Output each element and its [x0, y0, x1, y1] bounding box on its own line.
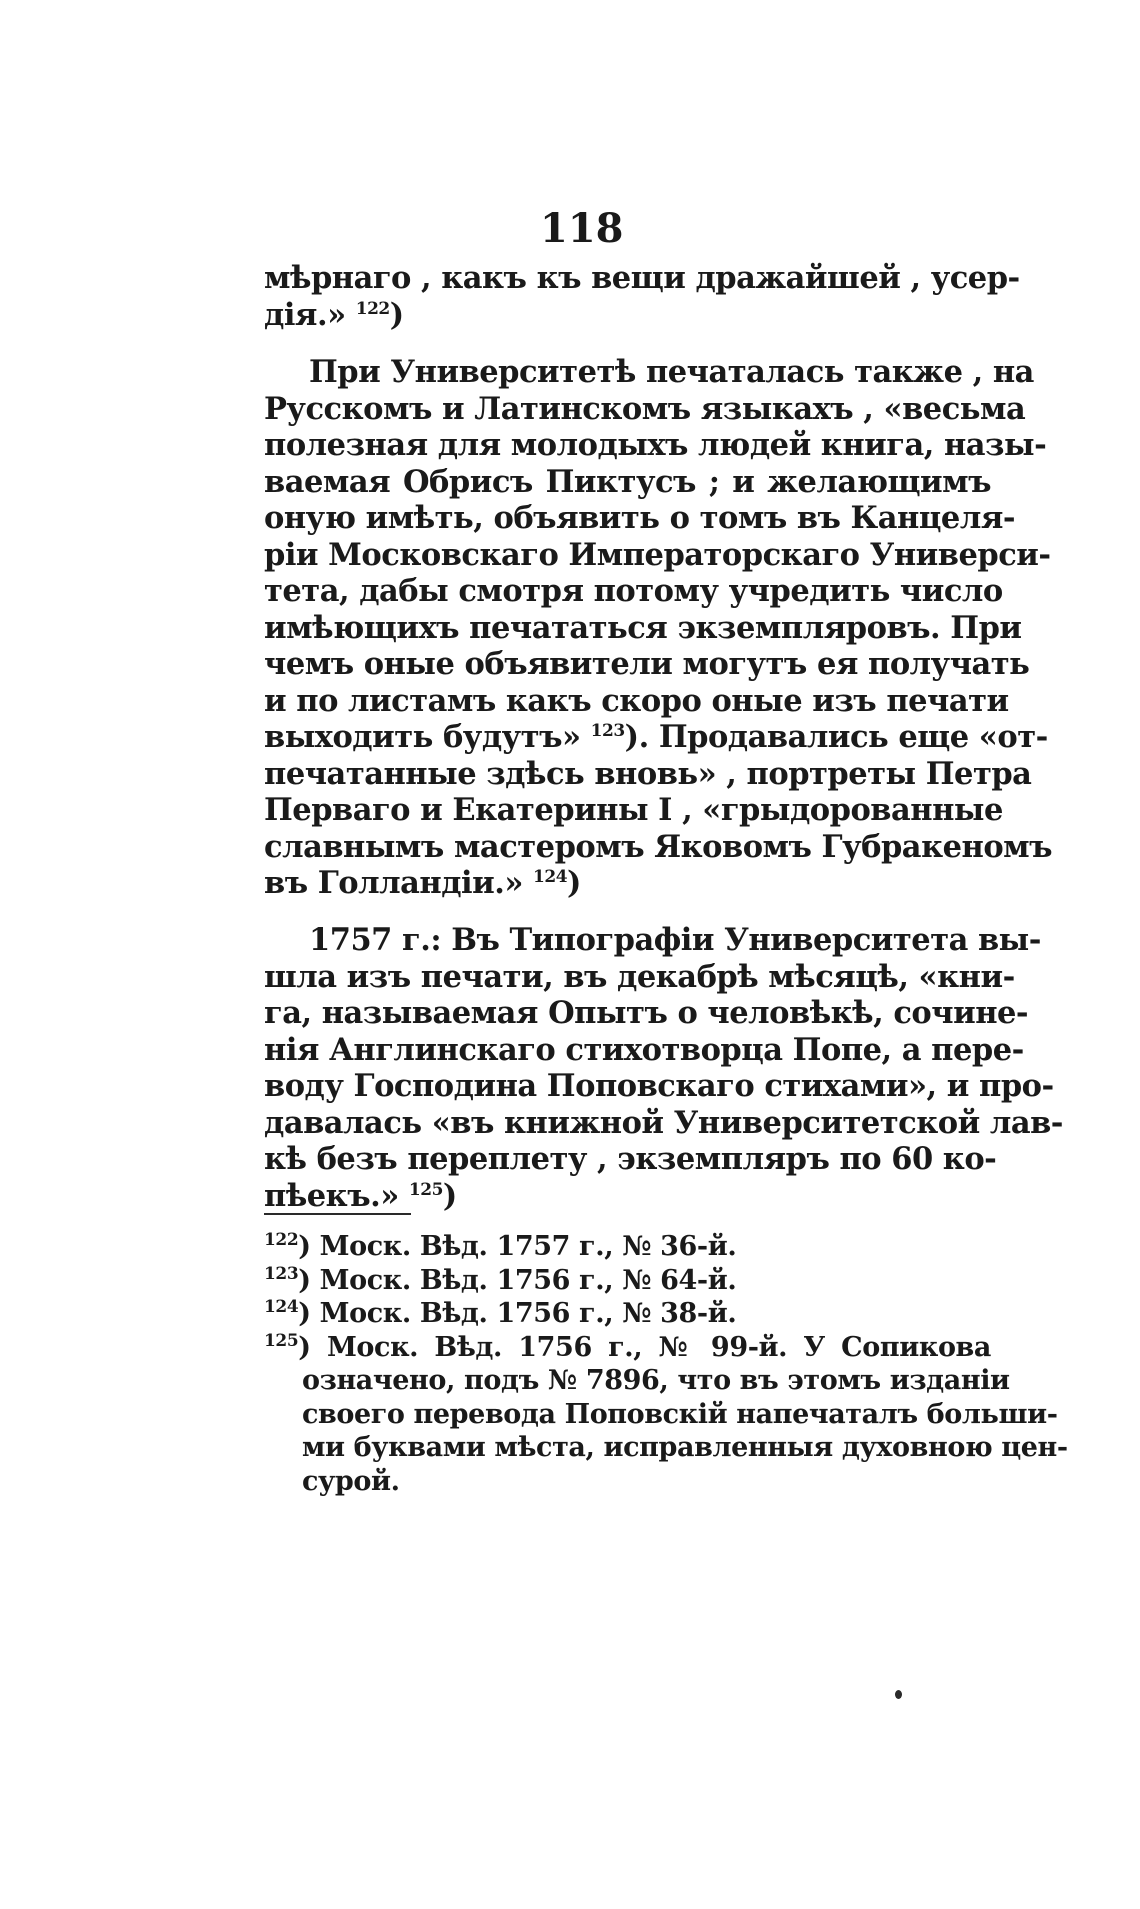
line-text: въ Голландіи.» — [264, 865, 523, 901]
text-line: шла изъ печати, въ декабрѣ мѣсяцѣ, «кни- — [264, 958, 1015, 995]
paragraph-1 — [264, 260, 1020, 333]
text-line: полезная для молодыхъ людей книга, назы- — [264, 427, 1047, 463]
footnote-text: Моск. Вѣд. 1756 г., № 99-й. У Сопикова — [326, 1331, 992, 1363]
text-line: печатанные здѣсь вновь» , портреты Петра — [264, 755, 1032, 792]
text-line: га, называемая Опытъ о человѣкѣ, сочине- — [264, 995, 1029, 1031]
footnote-ref[interactable]: 123 — [590, 720, 625, 741]
footnote: $^{125}$) Моск. Вѣд. 1756 г., № 99-й. У Сопикова — [264, 1330, 992, 1363]
paragraph-3 — [264, 922, 1063, 1214]
paragraph-2 — [264, 354, 1053, 902]
footnote-continuation: сурой. — [302, 1465, 400, 1497]
footnote-text: Моск. Вѣд. 1757 г., № 36-й. — [319, 1231, 737, 1262]
footnote: $^{123}$) Моск. Вѣд. 1756 г., № 64-й. — [264, 1263, 737, 1296]
footnote: $^{124}$) Моск. Вѣд. 1756 г., № 38-й. — [264, 1297, 737, 1329]
page-number: 118 — [540, 205, 624, 252]
text-line: При Университетѣ печаталась также , на — [309, 354, 1034, 390]
text-line: и по листамъ какъ скоро оные изъ печати — [264, 682, 1009, 719]
line-text: выходить будутъ» — [264, 719, 581, 755]
text-line: имѣющихъ печататься экземпляровъ. При — [264, 609, 1022, 646]
text-line: Русскомъ и Латинскомъ языкахъ , «весьма — [264, 390, 1026, 427]
footnote-text: Моск. Вѣд. 1756 г., № 38-й. — [319, 1298, 737, 1329]
footnote-marker: 125 — [264, 1330, 299, 1351]
text-line — [264, 865, 991, 902]
footnote-ref[interactable]: 124 — [533, 866, 568, 887]
footnote-ref[interactable]: 125 — [408, 1179, 443, 1200]
text-line: оную имѣть, объявить о томъ въ Канцеля- — [264, 500, 1016, 536]
ink-speck — [895, 1690, 902, 1699]
text-line — [264, 719, 1048, 756]
text-line: 1757 г.: Въ Типографіи Университета вы- — [309, 922, 1041, 958]
text-line: Перваго и Екатерины I , «грыдорованные — [264, 792, 1003, 828]
text-line: мѣрнаго , какъ къ вещи дражайшей , усер- — [264, 260, 1020, 296]
text-line: воду Господина Поповскаго стихами», и про- — [264, 1068, 1054, 1104]
footnote-text: Моск. Вѣд. 1756 г., № 64-й. — [319, 1264, 737, 1296]
text-line: тета, дабы смотря потому учредить число — [264, 573, 1003, 609]
line-text: ) — [442, 1177, 457, 1214]
text-line: ваемая Обрисъ Пиктусъ ; и желающимъ — [264, 463, 991, 500]
footnote-continuation: означено, подъ № 7896, что въ этомъ изданіи — [302, 1365, 1010, 1396]
text-line — [264, 1178, 991, 1215]
footnote: $^{122}$) Моск. Вѣд. 1757 г., № 36-й. — [264, 1230, 737, 1262]
text-line: давалась «въ книжной Университетской лав- — [264, 1104, 1063, 1141]
footnote-divider — [264, 1213, 411, 1215]
text-line: чемъ оные объявители могутъ ея получать — [264, 646, 1030, 682]
text-line: кѣ безъ переплету , экземпляръ по 60 ко- — [264, 1141, 997, 1177]
line-text: ) — [567, 865, 581, 901]
line-text: ). Продавались еще «от- — [624, 719, 1048, 755]
footnote-marker: 124 — [264, 1297, 299, 1317]
text-line: ріи Московскаго Императорскаго Универси- — [264, 536, 1051, 573]
footnote-marker: 123 — [264, 1263, 299, 1284]
text-line: славнымъ мастеромъ Яковомъ Губракеномъ — [264, 828, 1053, 865]
footnote-ref[interactable]: 122 — [355, 298, 390, 319]
footnote-marker: 122 — [264, 1230, 299, 1250]
text-line: нія Англинскаго стихотворца Попе, а пере- — [264, 1031, 1024, 1068]
text-line: дія.» $^{122}$) — [264, 296, 404, 333]
footnote-continuation: ми буквами мѣста, исправленныя духовною цен- — [302, 1432, 1068, 1463]
line-text: пѣекъ.» — [264, 1177, 399, 1214]
footnote-continuation: своего перевода Поповскій напечаталъ больши- — [302, 1398, 1058, 1430]
footnotes — [264, 1230, 1068, 1498]
line-text: дія.» — [264, 296, 346, 333]
